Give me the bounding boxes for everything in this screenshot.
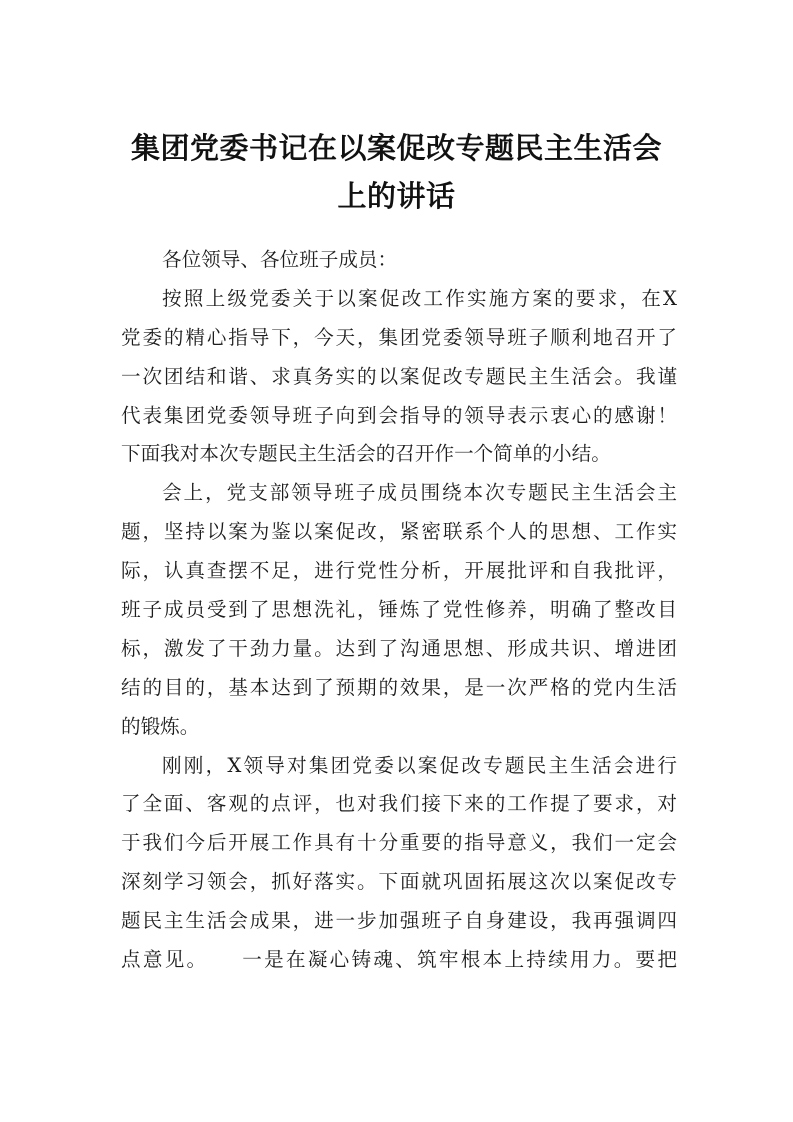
paragraph-line: 党委的精心指导下，今天，集团党委领导班子顺利地召开了 (121, 325, 677, 349)
paragraph-line: 会上，党支部领导班子成员围绕本次专题民主生活会主 (162, 481, 677, 505)
document-title-line-1: 集团党委书记在以案促改专题民主生活会 (130, 131, 662, 165)
paragraph-line: 的锻炼。 (121, 714, 200, 738)
paragraph-line: 题，坚持以案为鉴以案促改，紧密联系个人的思想、工作实 (121, 520, 677, 544)
paragraph-line: 于我们今后开展工作具有十分重要的指导意义，我们一定会 (121, 831, 677, 855)
paragraph-line: 结的目的，基本达到了预期的效果，是一次严格的党内生活 (121, 675, 677, 699)
paragraph-line: 班子成员受到了思想洗礼，锤炼了党性修养，明确了整改目 (121, 598, 677, 622)
paragraph-line: 了全面、客观的点评，也对我们接下来的工作提了要求，对 (121, 792, 677, 816)
paragraph-line: 深刻学习领会，抓好落实。下面就巩固拓展这次以案促改专 (121, 870, 677, 894)
paragraph-line: 按照上级党委关于以案促改工作实施方案的要求，在X (162, 286, 677, 310)
document-title-line-2: 上的讲话 (337, 179, 456, 213)
paragraph-line: 题民主生活会成果，进一步加强班子自身建设，我再强调四 (121, 909, 677, 933)
paragraph-line: 际，认真查摆不足，进行党性分析，开展批评和自我批评， (121, 559, 677, 583)
paragraph-line: 下面我对本次专题民主生活会的召开作一个简单的小结。 (121, 442, 611, 466)
paragraph-line: 刚刚，X领导对集团党委以案促改专题民主生活会进行 (162, 753, 677, 777)
paragraph-line: 一次团结和谐、求真务实的以案促改专题民主生活会。我谨 (121, 364, 677, 388)
document-body (121, 241, 677, 980)
salutation-line: 各位领导、各位班子成员： (162, 248, 398, 271)
paragraph-line: 标，激发了干劲力量。达到了沟通思想、形成共识、增进团 (121, 636, 677, 660)
paragraph-line: 点意见。 一是在凝心铸魂、筑牢根本上持续用力。要把 (121, 948, 677, 972)
paragraph-line: 代表集团党委领导班子向到会指导的领导表示衷心的感谢！ (121, 403, 677, 427)
